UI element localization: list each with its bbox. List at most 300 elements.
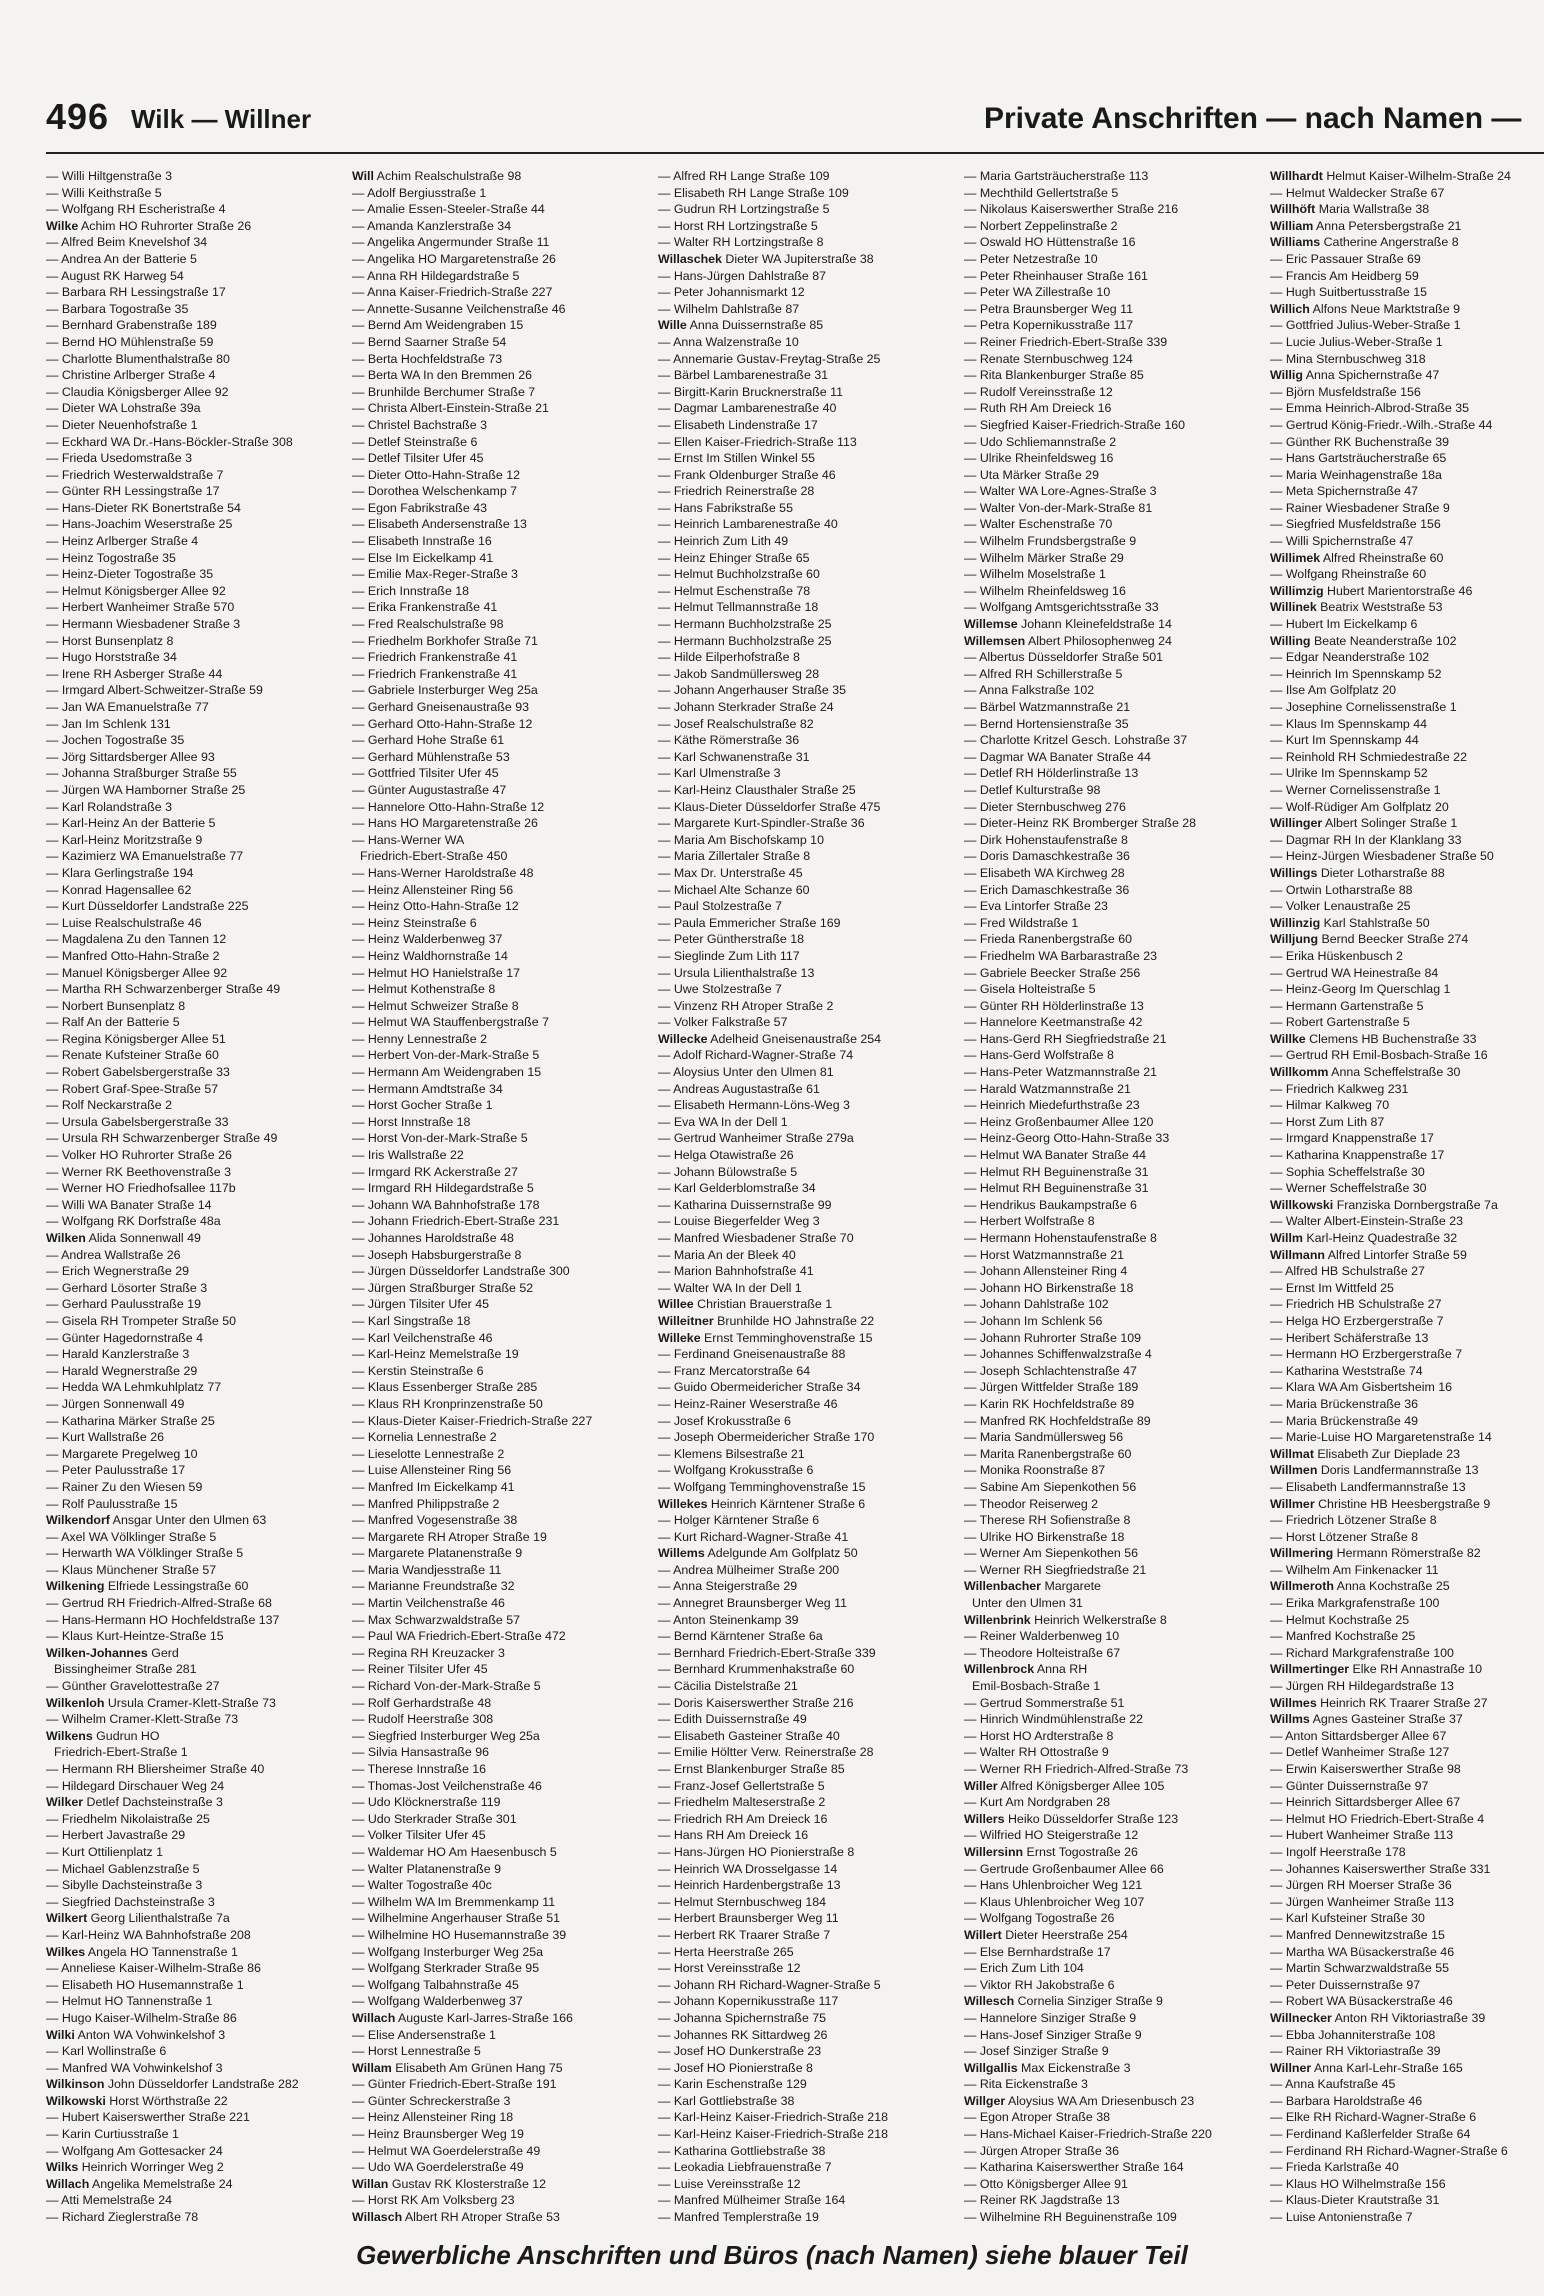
directory-entry: Wilker Detlef Dachsteinstraße 3	[46, 1795, 223, 1810]
directory-entry: — Erika Markgrafenstraße 100	[1270, 1596, 1440, 1611]
directory-entry: — Hannelore Keetmanstraße 42	[964, 1015, 1143, 1030]
directory-entry: — Waldemar HO Am Haesenbusch 5	[352, 1844, 557, 1859]
surname: Willms	[1270, 1712, 1310, 1727]
surname: Willemsen	[964, 633, 1026, 648]
directory-entry: — Gertrud WA Heinestraße 84	[1270, 965, 1439, 980]
directory-entry: — Ortwin Lotharstraße 88	[1270, 882, 1413, 897]
directory-entry: — Peter Rheinhauser Straße 161	[964, 268, 1148, 283]
directory-entry: — Helmut Sternbuschweg 184	[658, 1894, 827, 1909]
directory-entry: — Manfred Im Eickelkamp 41	[352, 1479, 515, 1494]
directory-entry: Willach Auguste Karl-Jarres-Straße 166	[352, 2010, 573, 2025]
directory-entry: — Horst Bunsenplatz 8	[46, 633, 174, 648]
directory-entry: — Rudolf Heerstraße 308	[352, 1712, 494, 1727]
directory-entry: — Alfred RH Lange Straße 109	[658, 169, 830, 183]
directory-entry: — Heinz-Georg Otto-Hahn-Straße 33	[964, 1131, 1170, 1146]
directory-entry: — Günter RH Lessingstraße 17	[46, 484, 220, 499]
directory-entry: — Wolfgang Krokusstraße 6	[658, 1463, 814, 1478]
directory-entry: — Lucie Julius-Weber-Straße 1	[1270, 334, 1443, 349]
directory-entry: — Katharina Kaiserswerther Straße 164	[964, 2160, 1184, 2175]
directory-entry: — Karl-Heinz WA Bahnhofstraße 208	[46, 1927, 251, 1942]
directory-entry: — Günter Duissernstraße 97	[1270, 1778, 1429, 1793]
directory-entry: — Gertrud RH Friedrich-Alfred-Straße 68	[46, 1596, 272, 1611]
surname: Willesch	[964, 1994, 1015, 2009]
directory-entry: — Friedrich Lötzener Straße 8	[1270, 1513, 1437, 1528]
directory-entry: — Horst Von-der-Mark-Straße 5	[352, 1131, 528, 1146]
directory-entry: — Maria Gartsträucherstraße 113	[964, 169, 1149, 183]
directory-entry: — Werner RH Friedrich-Alfred-Straße 73	[964, 1762, 1189, 1776]
directory-entry: — Manfred Philippstraße 2	[352, 1496, 500, 1511]
directory-entry: — Gisela Holteistraße 5	[964, 982, 1096, 997]
directory-entry: — Theodore Holteistraße 67	[964, 1645, 1121, 1660]
directory-entry: — Elisabeth HO Husemannstraße 1	[46, 1977, 244, 1992]
directory-entry: — Ebba Johanniterstraße 108	[1270, 2027, 1436, 2042]
directory-entry: — Renate Sternbuschweg 124	[964, 351, 1133, 366]
directory-entry: Willinger Albert Solinger Straße 1	[1270, 816, 1458, 831]
directory-entry: — Emma Heinrich-Albrod-Straße 35	[1270, 401, 1470, 416]
directory-entry: — Hans-Werner WA	[352, 832, 465, 847]
directory-entry: — Heinz Waldhornstraße 14	[352, 948, 508, 963]
directory-entry: — Heinz Arlberger Straße 4	[46, 534, 199, 549]
directory-entry: Wilkes Angela HO Tannenstraße 1	[46, 1944, 238, 1959]
directory-entry: — Detlef Tilsiter Ufer 45	[352, 451, 484, 466]
directory-entry: — Elke RH Richard-Wagner-Straße 6	[1270, 2110, 1477, 2125]
directory-entry: — Hans-Jürgen Dahlstraße 87	[658, 268, 827, 283]
directory-entry: — Katharina Knappenstraße 17	[1270, 1148, 1445, 1163]
surname: Willgallis	[964, 2060, 1018, 2075]
directory-entry: — Horst RH Lortzingstraße 5	[658, 218, 818, 233]
directory-entry: Willasch Albert RH Atroper Straße 53	[352, 2210, 560, 2225]
directory-entry: — Emilie Höltter Verw. Reinerstraße 28	[658, 1745, 874, 1760]
directory-entry: — Volker Falkstraße 57	[658, 1015, 788, 1030]
directory-entry: — Dieter WA Lohstraße 39a	[46, 401, 201, 416]
directory-entry: — Johann Kopernikusstraße 117	[658, 1994, 839, 2009]
directory-entry: — Helmut Eschenstraße 78	[658, 583, 811, 598]
directory-entry: — Hermann HO Erzbergerstraße 7	[1270, 1347, 1463, 1362]
directory-entry: — Lieselotte Lennestraße 2	[352, 1446, 505, 1461]
directory-entry: — Karl-Heinz Kaiser-Friedrich-Straße 218	[658, 2110, 888, 2125]
directory-entry: — Magdalena Zu den Tannen 12	[46, 932, 227, 947]
directory-entry: — Siegfried Musfeldstraße 156	[1270, 517, 1441, 532]
directory-entry: — Bärbel Watzmannstraße 21	[964, 700, 1131, 714]
directory-entry: — Walter Platanenstraße 9	[352, 1861, 501, 1876]
directory-entry: Friedrich-Ebert-Straße 1	[54, 1745, 188, 1760]
surname: Willeitner	[658, 1313, 714, 1328]
directory-entry: — Karl Rolandstraße 3	[46, 799, 173, 814]
directory-entry: — Karin Curtiusstraße 1	[46, 2127, 179, 2142]
directory-entry: Willkomm Anna Scheffelstraße 30	[1270, 1065, 1461, 1080]
directory-entry: — Richard Markgrafenstraße 100	[1270, 1645, 1454, 1660]
directory-entry: — Kurt Wallstraße 26	[46, 1430, 164, 1445]
directory-entry: — Bernhard Friedrich-Ebert-Straße 339	[658, 1645, 876, 1660]
surname: Wilke	[46, 218, 79, 233]
directory-entry: — Kurt Düsseldorfer Landstraße 225	[46, 899, 249, 914]
directory-entry: — Hermann Hohenstaufenstraße 8	[964, 1231, 1157, 1245]
surname: Willinzig	[1270, 915, 1321, 930]
directory-entry: — Reiner Tilsiter Ufer 45	[352, 1662, 488, 1677]
directory-entry: — Maria Brückenstraße 36	[1270, 1396, 1419, 1411]
directory-entry: — Willi WA Banater Straße 14	[46, 1197, 212, 1212]
directory-entry: — Johann HO Birkenstraße 18	[964, 1280, 1134, 1295]
directory-entry: — Frank Oldenburger Straße 46	[658, 467, 836, 482]
directory-entry: — Max Schwarzwaldstraße 57	[352, 1612, 521, 1627]
directory-entry: — Helmut HO Hanielstraße 17	[352, 965, 521, 980]
directory-entry: — Peter Duissernstraße 97	[1270, 1977, 1421, 1992]
directory-entry: — Ursula Gabelsbergerstraße 33	[46, 1114, 229, 1129]
directory-entry: — Norbert Zeppelinstraße 2	[964, 218, 1118, 233]
directory-entry: Willger Aloysius WA Am Driesenbusch 23	[964, 2093, 1195, 2108]
directory-entry: Willimek Alfred Rheinstraße 60	[1270, 550, 1444, 565]
directory-entry: — Wilhelmine RH Beguinenstraße 109	[964, 2210, 1177, 2225]
directory-entry: — Wolf-Rüdiger Am Golfplatz 20	[1270, 799, 1449, 814]
directory-entry: — Eric Passauer Straße 69	[1270, 251, 1421, 266]
directory-entry: — Ingolf Heerstraße 178	[1270, 1844, 1406, 1859]
directory-entry: — Hermann Buchholzstraße 25	[658, 633, 832, 648]
directory-entry: — Henny Lennestraße 2	[352, 1031, 487, 1046]
directory-entry: — Wolfgang Togostraße 26	[964, 1911, 1115, 1926]
directory-entry: — Klaus RH Kronprinzenstraße 50	[352, 1396, 543, 1411]
surname: Willinger	[1270, 816, 1323, 831]
directory-entry: — Wolfgang Rheinstraße 60	[1270, 567, 1427, 582]
directory-entry: — Josephine Cornelissenstraße 1	[1270, 700, 1457, 714]
directory-entry: — Manfred Mülheimer Straße 164	[658, 2193, 846, 2208]
directory-entry: — Heinrich Sittardsberger Allee 67	[1270, 1795, 1461, 1810]
directory-entry: — Viktor RH Jakobstraße 6	[964, 1977, 1115, 1992]
directory-entry: — Sibylle Dachsteinstraße 3	[46, 1878, 203, 1893]
surname: Willnecker	[1270, 2010, 1332, 2025]
directory-entry: Willmat Elisabeth Zur Dieplade 23	[1270, 1446, 1460, 1461]
directory-entry: — Kornelia Lennestraße 2	[352, 1430, 497, 1445]
directory-entry: — Amalie Essen-Steeler-Straße 44	[352, 202, 545, 217]
directory-entry: — Johann Allensteiner Ring 4	[964, 1264, 1128, 1279]
directory-entry: — Johann Angerhauser Straße 35	[658, 683, 847, 698]
directory-entry: — Kazimierz WA Emanuelstraße 77	[46, 849, 244, 864]
surname: Willers	[964, 1811, 1005, 1826]
directory-entry: — Walter Albert-Einstein-Straße 23	[1270, 1214, 1464, 1229]
directory-entry: — Friedrich Kalkweg 231	[1270, 1081, 1409, 1096]
directory-entry: — Hans-Gerd Wolfstraße 8	[964, 1048, 1114, 1063]
directory-entry: — Heinz Walderbenweg 37	[352, 932, 503, 947]
directory-entry: — Karl Veilchenstraße 46	[352, 1330, 493, 1345]
surname: Wilkert	[46, 1911, 88, 1926]
directory-entry: Willmeroth Anna Kochstraße 25	[1270, 1579, 1450, 1594]
directory-entry: — Ernst Blankenburger Straße 85	[658, 1762, 845, 1776]
directory-entry: — Thomas-Jost Veilchenstraße 46	[352, 1778, 542, 1793]
directory-entry: — Jürgen RH Moerser Straße 36	[1270, 1878, 1452, 1893]
directory-entry: — Hans HO Margaretenstraße 26	[352, 816, 538, 831]
directory-entry: — Detlef Wanheimer Straße 127	[1270, 1745, 1450, 1760]
directory-entry: — Ferdinand Kaßlerfelder Straße 64	[1270, 2127, 1471, 2142]
directory-entry: — Karl-Heinz Clausthaler Straße 25	[658, 782, 856, 797]
directory-entry: — Ulrike Im Spennskamp 52	[1270, 766, 1428, 781]
directory-column-3	[658, 168, 958, 2228]
directory-entry: — Detlef Kulturstraße 98	[964, 782, 1101, 797]
directory-entry: Friedrich-Ebert-Straße 450	[360, 849, 508, 864]
directory-column-1	[46, 168, 346, 2228]
directory-entry: — Dagmar Lambarenestraße 40	[658, 401, 837, 416]
directory-entry: — Friedrich RH Am Dreieck 16	[658, 1811, 828, 1826]
directory-entry: — Manfred Vogesenstraße 38	[352, 1513, 518, 1528]
directory-entry: Wilkowski Horst Wörthstraße 22	[46, 2093, 228, 2108]
directory-entry: — Elisabeth Andersenstraße 13	[352, 517, 527, 532]
directory-entry: — Berta Hochfeldstraße 73	[352, 351, 503, 366]
directory-entry: — Klaus Uhlenbroicher Weg 107	[964, 1894, 1145, 1909]
directory-entry: — Hubert Wanheimer Straße 113	[1270, 1828, 1454, 1843]
directory-entry: — Hans Gartsträucherstraße 65	[1270, 451, 1447, 466]
directory-entry: — Jan Im Schlenk 131	[46, 716, 171, 731]
directory-entry: Willee Christian Brauerstraße 1	[658, 1297, 833, 1312]
directory-entry: — Wolfgang Amtsgerichtsstraße 33	[964, 600, 1159, 615]
directory-entry: — Johann Im Schlenk 56	[964, 1313, 1103, 1328]
directory-entry: — Reinhold RH Schmiedestraße 22	[1270, 749, 1467, 764]
directory-entry: — Gertrud König-Friedr.-Wilh.-Straße 44	[1270, 417, 1493, 432]
directory-entry: Willach Angelika Memelstraße 24	[46, 2176, 233, 2191]
directory-entry: — Horst Vereinsstraße 12	[658, 1961, 801, 1976]
directory-entry: Willkowski Franziska Dornbergstraße 7a	[1270, 1197, 1498, 1212]
directory-entry: — Meta Spichernstraße 47	[1270, 484, 1419, 499]
directory-entry: Willeitner Brunhilde HO Jahnstraße 22	[658, 1313, 875, 1328]
directory-entry: — Johannes Schiffenwalzstraße 4	[964, 1347, 1152, 1362]
directory-entry: — Anna Kaiser-Friedrich-Straße 227	[352, 285, 553, 300]
directory-entry: — Walter Von-der-Mark-Straße 81	[964, 500, 1153, 515]
surname: Wilkendorf	[46, 1513, 110, 1528]
directory-entry: — Bernd Hortensienstraße 35	[964, 716, 1129, 731]
directory-entry: — Helmut WA Banater Straße 44	[964, 1148, 1147, 1163]
surname: Willmeroth	[1270, 1579, 1334, 1594]
directory-entry: — Herbert Wanheimer Straße 570	[46, 600, 235, 615]
directory-entry: — Hendrikus Baukampstraße 6	[964, 1197, 1137, 1212]
directory-entry: — Klaus-Dieter Kaiser-Friedrich-Straße 227	[352, 1413, 593, 1428]
directory-entry: — Reiner RK Jagdstraße 13	[964, 2193, 1120, 2208]
directory-entry: — Bernd HO Mühlenstraße 59	[46, 334, 214, 349]
directory-entry: Willert Dieter Heerstraße 254	[964, 1927, 1128, 1942]
directory-entry: — Hans Fabrikstraße 55	[658, 500, 793, 515]
directory-entry: — Frieda Karlstraße 40	[1270, 2160, 1399, 2175]
directory-entry: — Walter WA Lore-Agnes-Straße 3	[964, 484, 1157, 499]
directory-entry: — Renate Kufsteiner Straße 60	[46, 1048, 219, 1063]
directory-entry: — Anna Steigerstraße 29	[658, 1579, 798, 1594]
directory-entry: — Paula Emmericher Straße 169	[658, 915, 841, 930]
directory-entry: — Josef HO Pionierstraße 8	[658, 2060, 813, 2075]
surname: Wilker	[46, 1795, 84, 1810]
directory-entry: — Peter Paulusstraße 17	[46, 1463, 186, 1478]
directory-entry: — Dieter-Heinz RK Bromberger Straße 28	[964, 816, 1197, 831]
directory-entry: — Manfred Wiesbadener Straße 70	[658, 1231, 854, 1245]
surname: Willkomm	[1270, 1065, 1329, 1080]
directory-entry: — Hinrich Windmühlenstraße 22	[964, 1712, 1144, 1727]
directory-entry: — Edgar Neanderstraße 102	[1270, 650, 1430, 665]
directory-entry: — Harald Watzmannstraße 21	[964, 1081, 1131, 1096]
directory-entry: — Peter WA Zillestraße 10	[964, 285, 1111, 300]
directory-entry: — Ferdinand Gneisenaustraße 88	[658, 1347, 846, 1362]
directory-entry: — Siegfried Dachsteinstraße 3	[46, 1894, 215, 1909]
directory-entry: — Peter Johannismarkt 12	[658, 285, 805, 300]
directory-entry: — Margarete Pregelweg 10	[46, 1446, 198, 1461]
directory-entry: — Helmut WA Goerdelerstraße 49	[352, 2143, 541, 2158]
directory-entry: — Karl Kufsteiner Straße 30	[1270, 1911, 1425, 1926]
directory-entry: — Heinrich WA Drosselgasse 14	[658, 1861, 838, 1876]
directory-entry: — Elisabeth Lindenstraße 17	[658, 417, 818, 432]
directory-entry: — Jochen Togostraße 35	[46, 733, 185, 748]
directory-entry: — Marie-Luise HO Margaretenstraße 14	[1270, 1430, 1492, 1445]
directory-entry: — Wilhelm Märker Straße 29	[964, 550, 1124, 565]
surname: Willenbrink	[964, 1612, 1031, 1627]
directory-entry: — Mechthild Gellertstraße 5	[964, 185, 1119, 200]
directory-entry: — Walter RH Lortzingstraße 8	[658, 235, 824, 250]
directory-entry: — Hubert Im Eickelkamp 6	[1270, 617, 1418, 632]
directory-entry: — Elisabeth WA Kirchweg 28	[964, 865, 1125, 880]
directory-entry: — Adolf Bergiusstraße 1	[352, 185, 487, 200]
directory-entry: Willmer Christine HB Heesbergstraße 9	[1270, 1496, 1491, 1511]
directory-entry: — Therese RH Sofienstraße 8	[964, 1513, 1131, 1528]
directory-entry: — Heinz-Dieter Togostraße 35	[46, 567, 214, 582]
directory-entry: — Kurt Richard-Wagner-Straße 41	[658, 1529, 849, 1544]
surname: Willinek	[1270, 600, 1317, 615]
directory-entry: — Erika Hüskenbusch 2	[1270, 948, 1403, 963]
directory-column-5	[1270, 168, 1544, 2228]
directory-entry: — Dieter Otto-Hahn-Straße 12	[352, 467, 521, 482]
directory-entry: Willgallis Max Eickenstraße 3	[964, 2060, 1131, 2075]
directory-entry: Wilkert Georg Lilienthalstraße 7a	[46, 1911, 230, 1926]
directory-entry: Willmes Heinrich RK Traarer Straße 27	[1270, 1695, 1488, 1710]
directory-entry: — Martin Veilchenstraße 46	[352, 1596, 505, 1611]
directory-entry: — Elisabeth Landfermannstraße 13	[1270, 1479, 1466, 1494]
directory-entry: — Rita Blankenburger Straße 85	[964, 368, 1144, 383]
directory-entry: — Wilhelm Dahlstraße 87	[658, 301, 800, 316]
directory-entry: Willmering Hermann Römerstraße 82	[1270, 1546, 1481, 1561]
directory-entry: — Luise Antonienstraße 7	[1270, 2210, 1413, 2225]
directory-entry: — Herwarth WA Völklinger Straße 5	[46, 1546, 244, 1561]
directory-entry: — Heinz Allensteiner Ring 56	[352, 882, 514, 897]
directory-entry: — Gabriele Beecker Straße 256	[964, 965, 1141, 980]
directory-entry: Willers Heiko Düsseldorfer Straße 123	[964, 1811, 1179, 1826]
directory-entry: — Andrea Mülheimer Straße 200	[658, 1562, 840, 1577]
directory-entry: — Michael Gablenzstraße 5	[46, 1861, 200, 1876]
directory-entry: — Horst Lötzener Straße 8	[1270, 1529, 1419, 1544]
directory-entry: — Guido Obermeidericher Straße 34	[658, 1380, 861, 1395]
directory-entry: — Horst Watzmannstraße 21	[964, 1247, 1124, 1262]
directory-entry: — Ursula RH Schwarzenberger Straße 49	[46, 1131, 278, 1146]
directory-entry: — Karl-Heinz An der Batterie 5	[46, 816, 216, 831]
directory-entry: — Helmut Buchholzstraße 60	[658, 567, 820, 582]
surname: Willkowski	[1270, 1197, 1334, 1212]
directory-entry: — Werner RH Siegfriedstraße 21	[964, 1562, 1147, 1577]
directory-entry: Wilks Heinrich Worringer Weg 2	[46, 2160, 224, 2175]
directory-entry: — Helmut Königsberger Allee 92	[46, 583, 226, 598]
directory-entry: — Anneliese Kaiser-Wilhelm-Straße 86	[46, 1961, 261, 1976]
directory-entry: — Heinrich Hardenbergstraße 13	[658, 1878, 841, 1893]
directory-entry: — Gabriele Insterburger Weg 25a	[352, 683, 538, 698]
directory-entry: — Günter RH Hölderlinstraße 13	[964, 998, 1144, 1013]
directory-entry: — Klaus Essenberger Straße 285	[352, 1380, 538, 1395]
directory-entry: — Andrea An der Batterie 5	[46, 251, 197, 266]
surname: Wilkening	[46, 1579, 105, 1594]
directory-entry: — Heinz Togostraße 35	[46, 550, 176, 565]
directory-entry: — Anna Walzenstraße 10	[658, 334, 799, 349]
directory-entry: — Sophia Scheffelstraße 30	[1270, 1164, 1425, 1179]
directory-entry: Willhöft Maria Wallstraße 38	[1270, 202, 1430, 217]
directory-entry: — Jürgen RH Hildegardstraße 13	[1270, 1679, 1454, 1694]
directory-entry: — Silvia Hansastraße 96	[352, 1745, 490, 1760]
directory-entry: — Christine Arlberger Straße 4	[46, 368, 216, 383]
surname: Wilkes	[46, 1944, 86, 1959]
directory-entry: — Barbara RH Lessingstraße 17	[46, 285, 226, 300]
directory-entry: — Luise Vereinsstraße 12	[658, 2176, 801, 2191]
directory-entry: — Franz-Josef Gellertstraße 5	[658, 1778, 825, 1793]
directory-entry: — Anton Steinenkamp 39	[658, 1612, 799, 1627]
directory-entry: — Günther Gravelottestraße 27	[46, 1679, 220, 1694]
directory-entry: — Wilhelmine Angerhauser Straße 51	[352, 1911, 560, 1926]
directory-entry: — Kurt Im Spennskamp 44	[1270, 733, 1419, 748]
directory-entry: William Anna Petersbergstraße 21	[1270, 218, 1462, 233]
directory-entry: — Aloysius Unter den Ulmen 81	[658, 1065, 834, 1080]
directory-entry: — Jürgen Tilsiter Ufer 45	[352, 1297, 490, 1312]
directory-entry: — Michael Alte Schanze 60	[658, 882, 810, 897]
surname: Willert	[964, 1927, 1002, 1942]
directory-entry: — Hubert Kaiserswerther Straße 221	[46, 2110, 250, 2125]
directory-entry: — Hannelore Otto-Hahn-Straße 12	[352, 799, 545, 814]
directory-entry: — Wolfgang Sterkrader Straße 95	[352, 1961, 540, 1976]
directory-entry: — Jürgen Wittfelder Straße 189	[964, 1380, 1139, 1395]
directory-entry: — Richard Zieglerstraße 78	[46, 2210, 199, 2225]
directory-entry: Willjung Bernd Beecker Straße 274	[1270, 932, 1469, 947]
directory-entry: — Birgitt-Karin Brucknerstraße 11	[658, 384, 843, 399]
directory-entry: — Hermann Buchholzstraße 25	[658, 617, 832, 632]
directory-entry: Willing Beate Neanderstraße 102	[1270, 633, 1457, 648]
directory-entry: — Bernd Saarner Straße 54	[352, 334, 507, 349]
directory-entry: — Heinz-Rainer Weserstraße 46	[658, 1396, 838, 1411]
directory-entry: — Petra Braunsberger Weg 11	[964, 301, 1133, 316]
surname: Willee	[658, 1297, 694, 1312]
surname: Willam	[352, 2060, 392, 2075]
directory-entry: — Karl-Heinz Memelstraße 19	[352, 1347, 519, 1362]
directory-entry: — Günter Augustastraße 47	[352, 782, 507, 797]
directory-entry: — Helmut Waldecker Straße 67	[1270, 185, 1445, 200]
directory-entry: Williams Catherine Angerstraße 8	[1270, 235, 1459, 250]
directory-entry: — Heribert Schäferstraße 13	[1270, 1330, 1429, 1345]
directory-entry: — Friedrich HB Schulstraße 27	[1270, 1297, 1442, 1312]
directory-entry: Unter den Ulmen 31	[972, 1596, 1083, 1611]
directory-entry: — Oswald HO Hüttenstraße 16	[964, 235, 1136, 250]
directory-entry: — Wolfgang Talbahnstraße 45	[352, 1977, 519, 1992]
directory-entry: — Regina RH Kreuzacker 3	[352, 1645, 505, 1660]
directory-entry: — Klaus HO Wilhelmstraße 156	[1270, 2176, 1446, 2191]
directory-entry: — Jürgen Sonnenwall 49	[46, 1396, 185, 1411]
directory-entry: — Gertrude Großenbaumer Allee 66	[964, 1861, 1164, 1876]
directory-entry: — Rolf Neckarstraße 2	[46, 1098, 173, 1113]
directory-entry: — Regina Königsberger Allee 51	[46, 1031, 226, 1046]
directory-entry: — Walter RH Ottostraße 9	[964, 1745, 1109, 1760]
directory-entry: — Karl Singstraße 18	[352, 1313, 471, 1328]
directory-entry: — Maria An der Bleek 40	[658, 1247, 796, 1262]
surname: Willhardt	[1270, 169, 1323, 183]
directory-entry: — Friedrich Westerwaldstraße 7	[46, 467, 224, 482]
directory-entry: — Angelika Angermunder Straße 11	[352, 235, 550, 250]
directory-entry: Willam Elisabeth Am Grünen Hang 75	[352, 2060, 563, 2075]
directory-entry: — Amanda Kanzlerstraße 34	[352, 218, 512, 233]
directory-entry: — Dieter Sternbuschweg 276	[964, 799, 1126, 814]
surname: Wilkenloh	[46, 1695, 105, 1710]
directory-entry: — Robert Gabelsbergerstraße 33	[46, 1065, 230, 1080]
surname: Willasch	[352, 2210, 403, 2225]
directory-entry: — Helmut Kothenstraße 8	[352, 982, 496, 997]
surname: Willner	[1270, 2060, 1312, 2075]
directory-entry: — Elisabeth Innstraße 16	[352, 534, 492, 549]
directory-entry: — Klaus Im Spennskamp 44	[1270, 716, 1428, 731]
directory-entry: — Gerhard Lösorter Straße 3	[46, 1280, 208, 1295]
footer-note: Gewerbliche Anschriften und Büros (nach Namen) siehe blauer Teil	[356, 2240, 1188, 2270]
surname: Will	[352, 169, 374, 183]
directory-entry: — Ulrike HO Birkenstraße 18	[964, 1529, 1125, 1544]
